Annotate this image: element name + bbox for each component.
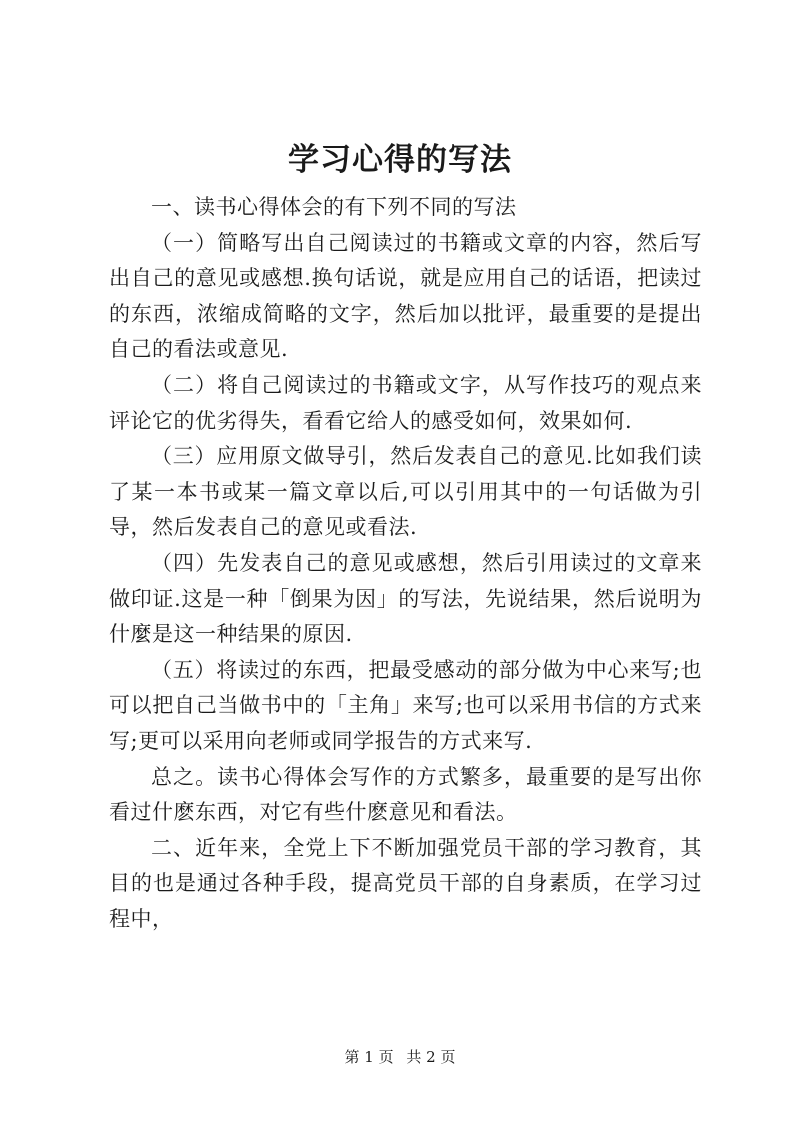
section-heading-1: 一、读书心得体会的有下列不同的写法	[151, 195, 517, 219]
paragraph-method-2: （二）将自己阅读过的书籍或文字，从写作技巧的观点来评论它的优劣得失，看看它给人的感受如何，效果如何.	[109, 372, 702, 433]
paragraph-method-4: （四）先发表自己的意见或感想，然后引用读过的文章来做印证.这是一种「倒果为因」的写法，先说结果，然后说明为什麼是这一种结果的原因.	[109, 550, 702, 647]
page-total: 共 2 页	[406, 1048, 456, 1066]
paragraph-summary: 总之。读书心得体会写作的方式繁多，最重要的是写出你看过什麽东西，对它有些什麽意见和看法。	[109, 764, 702, 825]
page-footer	[0, 1047, 800, 1067]
section-heading-2: 二、近年来，全党上下不断加强党员干部的学习教育，其目的也是通过各种手段，提高党员干部的自身素质，在学习过程中，	[109, 835, 702, 931]
document-body	[109, 190, 702, 937]
paragraph-method-5: （五）将读过的东西，把最受感动的部分做为中心来写;也可以把自己当做书中的「主角」来写;也可以采用书信的方式来写;更可以采用向老师或同学报告的方式来写.	[109, 657, 702, 753]
page-number: 第 1 页	[344, 1048, 394, 1066]
paragraph-method-1: （一）简略写出自己阅读过的书籍或文章的内容，然后写出自己的意见或感想.换句话说，就是应用自己的话语，把读过的东西，浓缩成简略的文字，然后加以批评，最重要的是提出自己的看法或意见.	[109, 230, 702, 362]
document-title: 学习心得的写法	[288, 142, 512, 178]
paragraph-method-3: （三）应用原文做导引，然后发表自己的意见.比如我们读了某一本书或某一篇文章以后,可以引用其中的一句话做为引导，然后发表自己的意见或看法.	[109, 444, 702, 540]
